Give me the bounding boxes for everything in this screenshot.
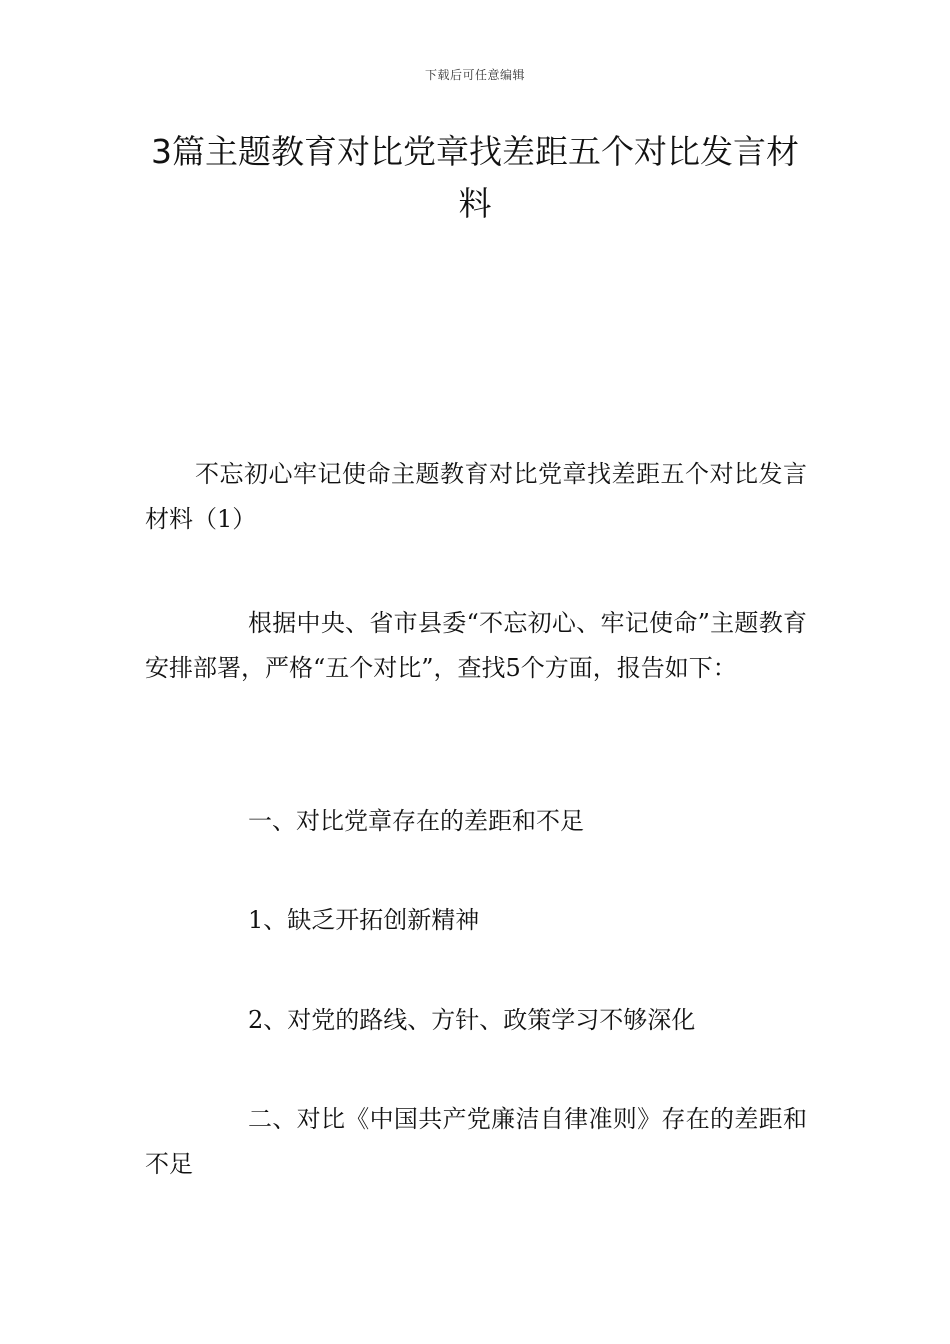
basis-paragraph: 根据中央、省市县委“不忘初心、牢记使命”主题教育安排部署，严格“五个对比”，查找5个方面，报告如下：: [145, 609, 807, 682]
section-heading-2: 二、对比《中国共产党廉洁自律准则》存在的差距和不足: [145, 1105, 807, 1178]
intro-paragraph: 不忘初心牢记使命主题教育对比党章找差距五个对比发言材料（1）: [145, 460, 807, 533]
header-note: 下载后可任意编辑: [424, 68, 525, 82]
section-heading-1: 一、对比党章存在的差距和不足: [248, 807, 584, 835]
list-item-1: 1、缺乏开拓创新精神: [248, 906, 480, 934]
list-item-2: 2、对党的路线、方针、政策学习不够深化: [248, 1006, 696, 1034]
document-title: 3篇主题教育对比党章找差距五个对比发言材料: [151, 132, 799, 223]
